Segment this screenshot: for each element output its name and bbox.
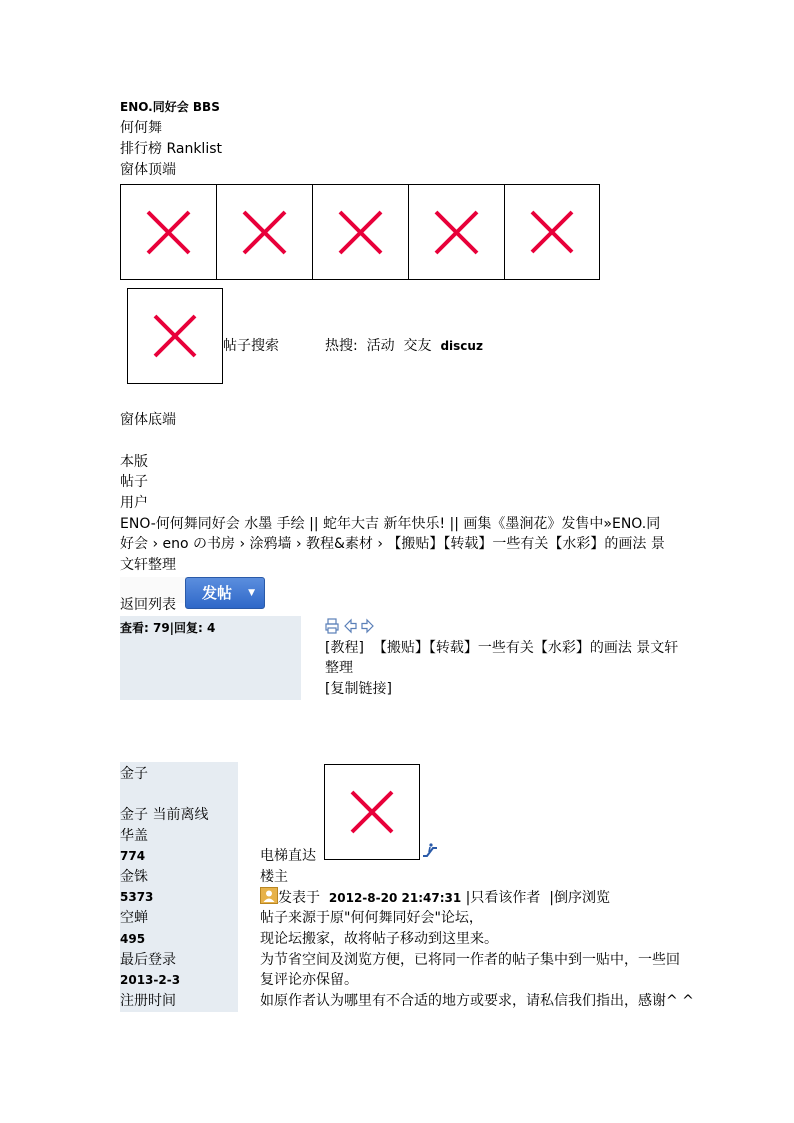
broken-image-icon[interactable] [504, 184, 600, 280]
form-top-label: 窗体顶端 [120, 162, 176, 178]
hot-label: 热搜: [325, 338, 358, 354]
author-stat-label: 最后登录 [120, 952, 176, 968]
scope-option-post[interactable]: 帖子 [120, 474, 148, 490]
scope-option-forum[interactable]: 本版 [120, 454, 148, 470]
ranklist-link[interactable]: 排行榜 Ranklist [120, 141, 222, 157]
thread-category[interactable]: [教程] [325, 640, 364, 656]
search-label[interactable]: 帖子搜索 [223, 338, 279, 354]
posted-prefix: 发表于 [278, 890, 320, 906]
post-text-line: 现论坛搬家，故将帖子移动到这里来。 [260, 931, 498, 947]
breadcrumb[interactable]: ENO-何何舞同好会 水墨 手绘 || 蛇年大吉 新年快乐! || 画集《墨涧花》发售中»ENO.同 [120, 516, 661, 532]
hot-item[interactable]: 交友 [403, 338, 432, 354]
site-subtitle[interactable]: 何何舞 [120, 120, 162, 136]
post-text-line: 帖子来源于原"何何舞同好会"论坛， [260, 910, 483, 926]
thread-title-text: 【搬贴】【转载】一些有关【水彩】的画法 景文轩 [372, 640, 679, 656]
scope-option-user[interactable]: 用户 [120, 495, 148, 511]
author-name[interactable]: 金子 [120, 766, 148, 782]
avatar[interactable] [324, 764, 420, 860]
post-text-line: 为节省空间及浏览方便，已将同一作者的帖子集中到一贴中，一些回 [260, 952, 680, 968]
broken-image-icon[interactable] [312, 184, 409, 280]
chevron-down-icon: ▼ [248, 588, 255, 598]
reverse-order-link[interactable]: 倒序浏览 [553, 890, 610, 906]
thread-title-cont: 整理 [325, 660, 353, 676]
print-icon[interactable] [326, 619, 338, 633]
arrow-right-icon[interactable] [362, 620, 373, 632]
author-stat-value: 774 [120, 849, 146, 863]
post-meta: 发表于 2012-8-20 21:47:31 |只看该作者 |倒序浏览 [260, 887, 610, 909]
hot-item[interactable]: 活动 [366, 338, 395, 354]
only-author-link[interactable]: 只看该作者 [470, 890, 541, 906]
broken-image-icon[interactable] [408, 184, 505, 280]
author-stat-value: 2013-2-3 [120, 973, 181, 987]
floor-label: 楼主 [260, 869, 288, 885]
author-stat-value: 5373 [120, 890, 154, 904]
author-status: 金子 当前离线 [120, 807, 209, 823]
broken-image-icon[interactable] [216, 184, 313, 280]
search-image-icon[interactable] [127, 288, 223, 384]
arrow-left-icon[interactable] [345, 620, 356, 632]
copy-link[interactable]: [复制链接] [325, 681, 392, 697]
thread-stats: 查看: 79|回复: 4 [120, 621, 216, 635]
post-text-line: 复评论亦保留。 [260, 972, 358, 988]
user-online-icon [260, 887, 278, 904]
author-stat-label: 华盖 [120, 828, 148, 844]
post-text-line: 如原作者认为哪里有不合适的地方或要求，请私信我们指出，感谢^ ^ [260, 993, 694, 1009]
form-bottom-label: 窗体底端 [120, 412, 176, 428]
broken-image-icon[interactable] [120, 184, 217, 280]
posted-time: 2012-8-20 21:47:31 [328, 891, 462, 905]
escalator-icon[interactable] [422, 842, 438, 865]
register-time-label: 注册时间 [120, 993, 176, 1009]
breadcrumb[interactable]: 好会 › eno の书房 › 涂鸦墙 › 教程&素材 › 【搬贴】【转载】一些有关【水彩】的画法 景 [120, 536, 665, 552]
back-to-list-link[interactable]: 返回列表 [120, 597, 176, 613]
hot-search [325, 336, 483, 357]
thread-title [325, 638, 678, 659]
author-stat-value: 495 [120, 932, 146, 946]
hot-item[interactable]: discuz [440, 339, 483, 353]
author-stat-label: 金铢 [120, 869, 148, 885]
site-name[interactable]: ENO.同好会 BBS [120, 100, 220, 114]
breadcrumb[interactable]: 文轩整理 [120, 557, 176, 573]
new-post-button[interactable]: 发帖 ▼ [185, 577, 265, 609]
elevator-link[interactable]: 电梯直达 [260, 848, 316, 864]
author-stat-label: 空蝉 [120, 910, 148, 926]
